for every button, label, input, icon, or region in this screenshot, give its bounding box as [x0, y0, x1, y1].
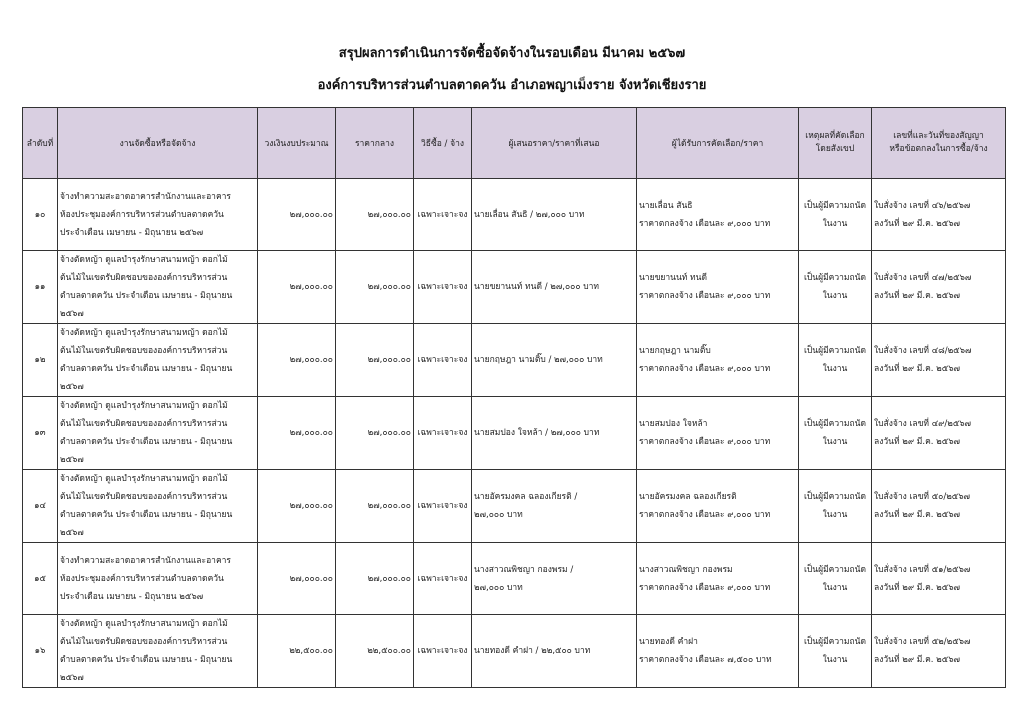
cell-bidder: [472, 543, 637, 615]
cell-bidder: [472, 615, 637, 688]
cell-budget: ๒๗,๐๐๐.๐๐: [258, 543, 336, 615]
cell-selected-line: นายกฤษฎา นามติ๊บ: [639, 346, 711, 356]
cell-work-line: ต้นไม้ในเขตรับผิดชอบขององค์การบริหารส่วน: [60, 273, 228, 283]
header-selected: ผู้ได้รับการคัดเลือก/ราคา: [637, 108, 799, 179]
cell-no: ๑๒: [23, 324, 58, 397]
cell-bidder-line: นายกฤษฎา นามติ๊บ / ๒๗,๐๐๐ บาท: [474, 355, 603, 365]
cell-median-price: ๒๗,๐๐๐.๐๐: [336, 251, 414, 324]
cell-work-line: ตำบลตาดควัน ประจำเดือน เมษายน - มิถุนายน: [60, 291, 233, 301]
cell-reason: [799, 615, 872, 688]
cell-contract: [872, 543, 1006, 615]
cell-bidder: [472, 251, 637, 324]
cell-budget: ๒๗,๐๐๐.๐๐: [258, 397, 336, 470]
cell-selected-line: นางสาวณพิชญา กองพรม: [639, 564, 733, 575]
cell-contract: [872, 397, 1006, 470]
cell-contract: [872, 615, 1006, 688]
header-no: ลำดับที่: [23, 108, 58, 179]
cell-work-line: จ้างตัดหญ้า ดูแลบำรุงรักษาสนามหญ้า ดอกไม้: [60, 328, 228, 338]
header-reason-line: โดยสังเขป: [815, 144, 855, 154]
cell-work-line: จ้างตัดหญ้า ดูแลบำรุงรักษาสนามหญ้า ดอกไม้: [60, 619, 228, 629]
header-median-price: ราคากลาง: [336, 108, 414, 179]
cell-reason: [799, 324, 872, 397]
header-row: [23, 108, 1006, 179]
cell-selected-line: นายทองดี คำฝา: [639, 637, 698, 647]
cell-work-line: ๒๕๖๗: [60, 528, 84, 538]
cell-reason: [799, 251, 872, 324]
cell-bidder-line: นายขยานนท์ ทนดี / ๒๗,๐๐๐ บาท: [474, 282, 599, 292]
cell-selected-line: ราคาตกลงจ้าง เดือนละ ๙,๐๐๐ บาท: [639, 364, 771, 374]
cell-bidder-line: นายทองดี คำฝา / ๒๒,๕๐๐ บาท: [474, 646, 591, 656]
table-row: [23, 251, 1006, 324]
cell-work-line: จ้างทำความสะอาดอาคารสำนักงานและอาคาร: [60, 191, 231, 202]
cell-method: เฉพาะเจาะจง: [414, 543, 472, 615]
cell-budget: ๒๗,๐๐๐.๐๐: [258, 179, 336, 251]
header-reason: [799, 108, 872, 179]
cell-bidder: [472, 179, 637, 251]
cell-budget: ๒๗,๐๐๐.๐๐: [258, 251, 336, 324]
table-row: [23, 324, 1006, 397]
cell-work: [58, 179, 258, 251]
cell-reason: [799, 397, 872, 470]
cell-work-line: ๒๕๖๗: [60, 309, 84, 319]
cell-median-price: ๒๗,๐๐๐.๐๐: [336, 179, 414, 251]
cell-method: เฉพาะเจาะจง: [414, 179, 472, 251]
cell-work-line: ประจำเดือน เมษายน - มิถุนายน ๒๕๖๗: [60, 227, 204, 238]
cell-work-line: จ้างตัดหญ้า ดูแลบำรุงรักษาสนามหญ้า ดอกไม้: [60, 255, 228, 265]
header-bidders: ผู้เสนอราคา/ราคาที่เสนอ: [472, 108, 637, 179]
cell-work-line: ตำบลตาดควัน ประจำเดือน เมษายน - มิถุนายน: [60, 510, 233, 520]
cell-work-line: จ้างทำความสะอาดอาคารสำนักงานและอาคาร: [60, 555, 231, 566]
cell-work: [58, 397, 258, 470]
cell-no: ๑๔: [23, 470, 58, 543]
cell-selected-line: ราคาตกลงจ้าง เดือนละ ๙,๐๐๐ บาท: [639, 291, 771, 301]
cell-selected-line: นายอัครมงคล ฉลองเกียรติ: [639, 492, 737, 502]
table-row: [23, 470, 1006, 543]
cell-selected: [637, 615, 799, 688]
cell-work: [58, 470, 258, 543]
cell-work: [58, 324, 258, 397]
cell-median-price: ๒๗,๐๐๐.๐๐: [336, 324, 414, 397]
table-row: [23, 397, 1006, 470]
cell-no: ๑๖: [23, 615, 58, 688]
cell-work-line: ตำบลตาดควัน ประจำเดือน เมษายน - มิถุนายน: [60, 364, 233, 374]
cell-reason-line: ในงาน: [822, 582, 848, 593]
cell-contract-line: ลงวันที่ ๒๙ มี.ค. ๒๕๖๗: [874, 218, 960, 229]
cell-median-price: ๒๗,๐๐๐.๐๐: [336, 543, 414, 615]
cell-selected: [637, 179, 799, 251]
cell-work: [58, 543, 258, 615]
cell-selected-line: ราคาตกลงจ้าง เดือนละ ๙,๐๐๐ บาท: [639, 218, 771, 229]
header-reason-line: เหตุผลที่คัดเลือก: [805, 131, 865, 141]
cell-selected-line: ราคาตกลงจ้าง เดือนละ ๗,๕๐๐ บาท: [639, 655, 772, 665]
cell-bidder-line: นายเลื่อน สันธิ / ๒๗,๐๐๐ บาท: [474, 209, 585, 220]
cell-contract-line: ใบสั่งจ้าง เลขที่ ๕๐/๒๕๖๗: [874, 492, 971, 502]
cell-reason-line: เป็นผู้มีความถนัด: [803, 637, 866, 647]
cell-reason: [799, 543, 872, 615]
cell-contract: [872, 470, 1006, 543]
cell-work-line: ต้นไม้ในเขตรับผิดชอบขององค์การบริหารส่วน: [60, 637, 228, 647]
cell-reason-line: ในงาน: [822, 218, 848, 229]
header-contract-line: เลขที่และวันที่ของสัญญา: [893, 131, 984, 141]
cell-bidder: [472, 324, 637, 397]
cell-selected-line: ราคาตกลงจ้าง เดือนละ ๙,๐๐๐ บาท: [639, 437, 771, 447]
table-body: [23, 179, 1006, 688]
cell-contract: [872, 324, 1006, 397]
cell-method: เฉพาะเจาะจง: [414, 324, 472, 397]
cell-contract: [872, 179, 1006, 251]
cell-budget: ๒๗,๐๐๐.๐๐: [258, 324, 336, 397]
cell-bidder: [472, 397, 637, 470]
cell-reason-line: ในงาน: [822, 510, 848, 520]
cell-method: เฉพาะเจาะจง: [414, 615, 472, 688]
cell-bidder-line: ๒๗,๐๐๐ บาท: [474, 582, 523, 593]
cell-reason-line: เป็นผู้มีความถนัด: [803, 273, 866, 283]
cell-work-line: ตำบลตาดควัน ประจำเดือน เมษายน - มิถุนายน: [60, 655, 233, 665]
cell-reason-line: เป็นผู้มีความถนัด: [803, 200, 866, 211]
cell-work-line: ต้นไม้ในเขตรับผิดชอบขององค์การบริหารส่วน: [60, 492, 228, 502]
header-budget: วงเงินงบประมาณ: [258, 108, 336, 179]
header-work: งานจัดซื้อหรือจัดจ้าง: [58, 108, 258, 179]
cell-no: ๑๑: [23, 251, 58, 324]
cell-selected: [637, 397, 799, 470]
cell-bidder-line: นายอัครมงคล ฉลองเกียรติ /: [474, 492, 578, 502]
table-row: [23, 179, 1006, 251]
header-contract-line: หรือข้อตกลงในการซื้อ/จ้าง: [889, 144, 988, 154]
cell-contract-line: ใบสั่งจ้าง เลขที่ ๕๒/๒๕๖๗: [874, 637, 971, 647]
procurement-table: [22, 107, 1006, 688]
cell-reason: [799, 179, 872, 251]
cell-work-line: ต้นไม้ในเขตรับผิดชอบขององค์การบริหารส่วน: [60, 419, 228, 429]
cell-reason: [799, 470, 872, 543]
cell-work: [58, 251, 258, 324]
cell-reason-line: เป็นผู้มีความถนัด: [803, 419, 866, 429]
cell-reason-line: ในงาน: [822, 291, 848, 301]
cell-budget: ๒๒,๕๐๐.๐๐: [258, 615, 336, 688]
document-title: สรุปผลการดำเนินการจัดซื้อจัดจ้างในรอบเดือน มีนาคม ๒๕๖๗: [338, 46, 686, 61]
cell-contract: [872, 251, 1006, 324]
cell-work-line: ห้องประชุมองค์การบริหารส่วนตำบลตาดควัน: [60, 209, 224, 220]
cell-bidder-line: นายสมปอง ใจหล้า / ๒๗,๐๐๐ บาท: [474, 428, 600, 438]
cell-selected: [637, 324, 799, 397]
cell-selected: [637, 470, 799, 543]
cell-budget: ๒๗,๐๐๐.๐๐: [258, 470, 336, 543]
cell-selected-line: นายขยานนท์ ทนดี: [639, 273, 707, 283]
cell-bidder-line: นางสาวณพิชญา กองพรม /: [474, 564, 574, 575]
cell-contract-line: ใบสั่งจ้าง เลขที่ ๕๑/๒๕๖๗: [874, 564, 971, 575]
cell-median-price: ๒๗,๐๐๐.๐๐: [336, 470, 414, 543]
cell-contract-line: ลงวันที่ ๒๙ มี.ค. ๒๕๖๗: [874, 437, 960, 447]
cell-contract-line: ใบสั่งจ้าง เลขที่ ๔๖/๒๕๖๗: [874, 200, 971, 211]
cell-reason-line: เป็นผู้มีความถนัด: [803, 564, 866, 575]
cell-reason-line: ในงาน: [822, 437, 848, 447]
cell-selected: [637, 543, 799, 615]
cell-no: ๑๓: [23, 397, 58, 470]
cell-work-line: ตำบลตาดควัน ประจำเดือน เมษายน - มิถุนายน: [60, 437, 233, 447]
cell-reason-line: ในงาน: [822, 655, 848, 665]
table-row: [23, 615, 1006, 688]
cell-work-line: ๒๕๖๗: [60, 455, 84, 465]
cell-median-price: ๒๒,๕๐๐.๐๐: [336, 615, 414, 688]
cell-method: เฉพาะเจาะจง: [414, 397, 472, 470]
cell-contract-line: ใบสั่งจ้าง เลขที่ ๔๘/๒๕๖๗: [874, 346, 972, 356]
cell-selected-line: นายสมปอง ใจหล้า: [639, 419, 708, 429]
cell-selected-line: ราคาตกลงจ้าง เดือนละ ๙,๐๐๐ บาท: [639, 582, 771, 593]
cell-selected: [637, 251, 799, 324]
cell-work-line: จ้างตัดหญ้า ดูแลบำรุงรักษาสนามหญ้า ดอกไม้: [60, 401, 228, 411]
cell-contract-line: ลงวันที่ ๒๙ มี.ค. ๒๕๖๗: [874, 655, 960, 665]
cell-work-line: ประจำเดือน เมษายน - มิถุนายน ๒๕๖๗: [60, 591, 204, 602]
cell-work-line: จ้างตัดหญ้า ดูแลบำรุงรักษาสนามหญ้า ดอกไม้: [60, 474, 228, 484]
header-method: วิธีซื้อ / จ้าง: [414, 108, 472, 179]
cell-contract-line: ใบสั่งจ้าง เลขที่ ๔๗/๒๕๖๗: [874, 273, 972, 283]
cell-bidder: [472, 470, 637, 543]
cell-reason-line: ในงาน: [822, 364, 848, 374]
organization-title: องค์การบริหารส่วนตำบลตาดควัน อำเภอพญาเม็งราย จังหวัดเชียงราย: [317, 78, 707, 93]
cell-bidder-line: ๒๗,๐๐๐ บาท: [474, 510, 523, 520]
cell-reason-line: เป็นผู้มีความถนัด: [803, 492, 866, 502]
cell-contract-line: ใบสั่งจ้าง เลขที่ ๔๙/๒๕๖๗: [874, 419, 972, 429]
cell-work-line: ๒๕๖๗: [60, 673, 84, 683]
cell-contract-line: ลงวันที่ ๒๙ มี.ค. ๒๕๖๗: [874, 291, 960, 301]
cell-work: [58, 615, 258, 688]
cell-work-line: ห้องประชุมองค์การบริหารส่วนตำบลตาดควัน: [60, 573, 224, 584]
cell-contract-line: ลงวันที่ ๒๙ มี.ค. ๒๕๖๗: [874, 510, 960, 520]
cell-selected-line: นายเลื่อน สันธิ: [639, 200, 693, 211]
cell-work-line: ต้นไม้ในเขตรับผิดชอบขององค์การบริหารส่วน: [60, 346, 228, 356]
cell-no: ๑๐: [23, 179, 58, 251]
cell-method: เฉพาะเจาะจง: [414, 470, 472, 543]
cell-selected-line: ราคาตกลงจ้าง เดือนละ ๙,๐๐๐ บาท: [639, 510, 771, 520]
cell-median-price: ๒๗,๐๐๐.๐๐: [336, 397, 414, 470]
cell-no: ๑๕: [23, 543, 58, 615]
cell-method: เฉพาะเจาะจง: [414, 251, 472, 324]
cell-contract-line: ลงวันที่ ๒๙ มี.ค. ๒๕๖๗: [874, 364, 960, 374]
header-contract: [872, 108, 1006, 179]
table-row: [23, 543, 1006, 615]
cell-contract-line: ลงวันที่ ๒๙ มี.ค. ๒๕๖๗: [874, 582, 960, 593]
cell-reason-line: เป็นผู้มีความถนัด: [803, 346, 866, 356]
cell-work-line: ๒๕๖๗: [60, 382, 84, 392]
